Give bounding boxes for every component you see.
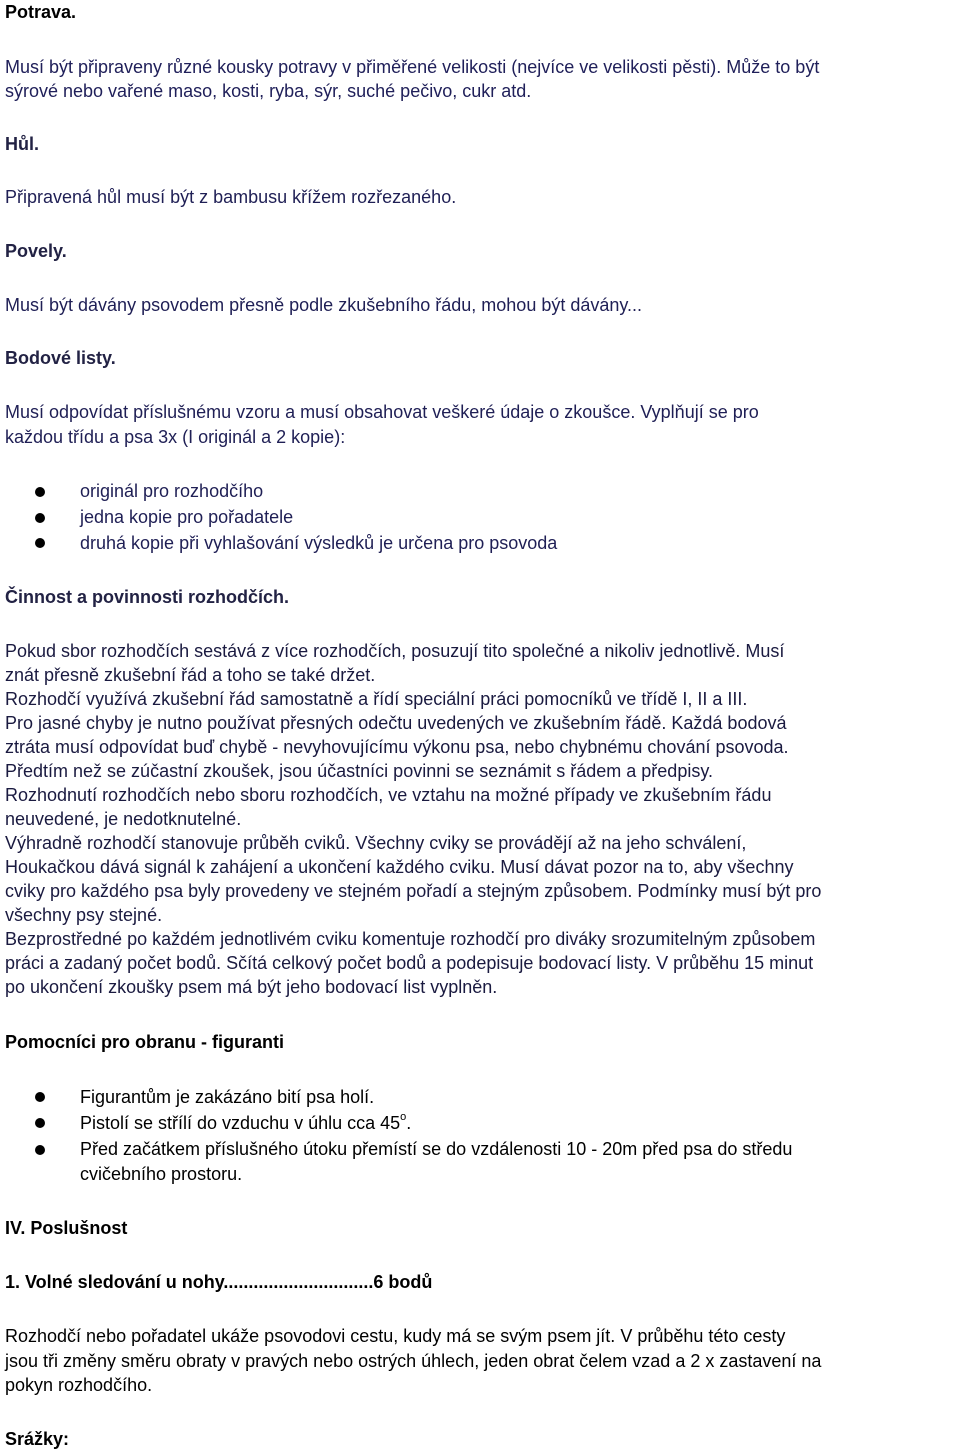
section-title-poslusnost: IV. Poslušnost	[5, 1218, 128, 1238]
paragraph-line: Připravená hůl musí být z bambusu křížem rozřezaného.	[5, 187, 457, 207]
paragraph-line: neuvedené, je nedotknutelné.	[5, 809, 242, 829]
paragraph-line: Rozhodčí nebo pořadatel ukáže psovodovi cestu, kudy má se svým psem jít. V průběhu této cesty	[5, 1326, 786, 1346]
paragraph-line: jsou tři změny směru obraty v pravých nebo ostrých úhlech, jeden obrat čelem vzad a 2 x zastavení na	[5, 1351, 822, 1371]
paragraph-line: Rozhodnutí rozhodčích nebo sboru rozhodčích, ve vztahu na možné případy ve zkušebním řádu	[5, 785, 772, 805]
paragraph-line: Pokud sbor rozhodčích sestává z více rozhodčích, posuzují tito společné a nikoliv jednotlivě. Musí	[5, 641, 785, 661]
degree-superscript: o	[400, 1111, 407, 1123]
bullet-dot	[35, 1145, 45, 1155]
section-title-pomocnici: Pomocníci pro obranu - figuranti	[5, 1032, 284, 1052]
paragraph-line: sýrové nebo vařené maso, kosti, ryba, sýr, suché pečivo, cukr atd.	[5, 81, 532, 101]
section-title-srazky: Srážky:	[5, 1429, 70, 1449]
paragraph-line: Musí být dávány psovodem přesně podle zkušebního řádu, mohou být dávány...	[5, 295, 643, 315]
section-title-hul: Hůl.	[5, 134, 39, 154]
bullet-dot	[35, 487, 45, 497]
paragraph-line: znát přesně zkušební řád a toho se také držet.	[5, 665, 376, 685]
list-item-end: .	[406, 1113, 412, 1133]
paragraph-line: pokyn rozhodčího.	[5, 1375, 153, 1395]
list-item: jedna kopie pro pořadatele	[80, 507, 294, 527]
bullet-dot	[35, 513, 45, 523]
paragraph-line: Houkačkou dává signál k zahájení a ukončení každého cviku. Musí dávat pozor na to, aby všechny	[5, 857, 794, 877]
paragraph-line: Výhradně rozhodčí stanovuje průběh cviků. Všechny cviky se provádějí až na jeho schválení,	[5, 833, 747, 853]
paragraph-line: po ukončení zkoušky psem má být jeho bodovací list vyplněn.	[5, 977, 498, 997]
exercise-title: 1. Volné sledování u nohy..............................6 bodů	[5, 1272, 433, 1292]
list-item	[80, 1111, 411, 1136]
list-item: Před začátkem příslušného útoku přemístí se do vzdálenosti 10 - 20m před psa do středu	[80, 1139, 793, 1159]
paragraph-line: Bezprostředné po každém jednotlivém cviku komentuje rozhodčí pro diváky srozumitelným způsobem	[5, 929, 816, 949]
paragraph-line: ztráta musí odpovídat buď chybě - nevyhovujícímu výkonu psa, nebo chybnému chování psovoda.	[5, 737, 789, 757]
list-item-continuation: cvičebního prostoru.	[80, 1164, 243, 1184]
list-item-text: Pistolí se střílí do vzduchu v úhlu cca 45	[80, 1113, 401, 1133]
paragraph-line: Předtím než se zúčastní zkoušek, jsou účastníci povinni se seznámit s řádem a předpisy.	[5, 761, 713, 781]
paragraph-line: Pro jasné chyby je nutno používat přesných odečtu uvedených ve zkušebním řádě. Každá bodová	[5, 713, 787, 733]
paragraph-line: každou třídu a psa 3x (I originál a 2 kopie):	[5, 427, 346, 447]
paragraph-line: práci a zadaný počet bodů. Sčítá celkový počet bodů a podepisuje bodovací listy. V průběhu 15 minut	[5, 953, 814, 973]
paragraph-line: Musí být připraveny různé kousky potravy v přiměřené velikosti (nejvíce ve velikosti pěsti). Může to být	[5, 57, 820, 77]
paragraph-line: Musí odpovídat příslušnému vzoru a musí obsahovat veškeré údaje o zkoušce. Vyplňují se pro	[5, 402, 759, 422]
bullet-dot	[35, 1092, 45, 1102]
section-title-cinnost: Činnost a povinnosti rozhodčích.	[5, 587, 290, 607]
list-item: druhá kopie při vyhlašování výsledků je určena pro psovoda	[80, 533, 558, 553]
section-title-bodove-listy: Bodové listy.	[5, 348, 116, 368]
paragraph-line: cviky pro každého psa byly provedeny ve stejném pořadí a stejným způsobem. Podmínky musí být pro	[5, 881, 822, 901]
bullet-dot	[35, 538, 45, 548]
paragraph-line: všechny psy stejné.	[5, 905, 163, 925]
list-item: originál pro rozhodčího	[80, 481, 264, 501]
section-title-potrava: Potrava.	[5, 2, 77, 22]
bullet-dot	[35, 1118, 45, 1128]
list-item: Figurantům je zakázáno bití psa holí.	[80, 1087, 375, 1107]
paragraph-line: Rozhodčí využívá zkušební řád samostatně a řídí speciální práci pomocníků ve třídě I, II a III.	[5, 689, 748, 709]
section-title-povely: Povely.	[5, 241, 67, 261]
